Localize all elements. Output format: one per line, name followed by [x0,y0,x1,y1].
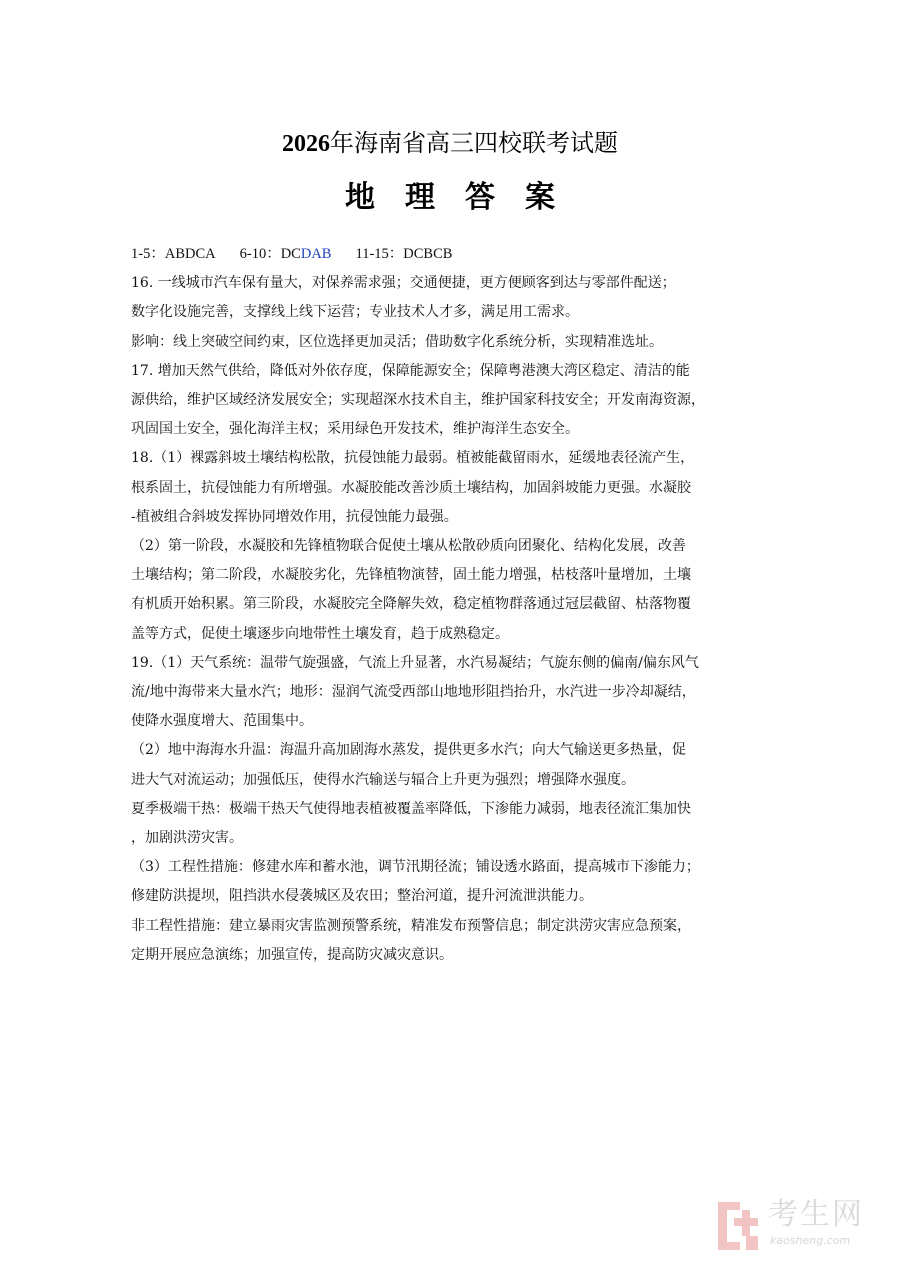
mcq-group-label: 11-15： [355,246,404,262]
answer-line: 源供给，维护区域经济发展安全；实现超深水技术自主，维护国家科技安全；开发南海资源， [131,392,705,409]
answer-line: 18.（1）裸露斜坡土壤结构松散，抗侵蚀能力最弱。植被能截留雨水，延缓地表径流产生， [131,450,695,467]
answer-line: 数字化设施完善，支撑线上线下运营；专业技术人才多，满足用工需求。 [131,304,579,321]
title-text: 年海南省高三四校联考试题 [330,129,618,157]
watermark [716,1196,886,1256]
answer-line: （2）第一阶段，水凝胶和先锋植物联合促使土壤从松散砂质向团聚化、结构化发展，改善 [131,538,686,555]
mcq-group-answers: DCBCB [403,246,453,262]
answer-line: 使降水强度增大、范围集中。 [131,713,313,730]
title-year: 2026 [282,131,330,157]
answer-line: 修建防洪提坝，阻挡洪水侵袭城区及农田；整治河道，提升河流泄洪能力。 [131,888,593,905]
answer-line: （2）地中海海水升温：海温升高加剧海水蒸发，提供更多水汽；向大气输送更多热量，促 [131,742,686,759]
answer-line: 流/地中海带来大量水汽；地形：湿润气流受西部山地地形阻挡抬升，水汽进一步冷却凝结， [131,684,696,701]
answer-line: 巩固国土安全，强化海洋主权；采用绿色开发技术，维护海洋生态安全。 [131,421,579,438]
answer-line: 影响：线上突破空间约束，区位选择更加灵活；借助数字化系统分析，实现精准选址。 [131,333,663,350]
answer-line: （3）工程性措施：修建水库和蓄水池，调节汛期径流；铺设透水路面，提高城市下渗能力； [131,859,700,876]
answer-line: 进大气对流运动；加强低压，使得水汽输送与辐合上升更为强烈；增强降水强度。 [131,771,635,788]
answer-line: ，加剧洪涝灾害。 [131,830,243,847]
answer-line: 17. 增加天然气供给，降低对外依存度，保障能源安全；保障粤港澳大湾区稳定、清洁的能 [131,362,690,379]
mcq-group-label: 1-5： [131,246,165,262]
kaosheng-logo-icon [716,1198,762,1254]
mcq-group-answers-highlight: DAB [300,246,332,262]
answer-line: 有机质开始积累。第三阶段，水凝胶完全降解失效，稳定植物群落通过冠层截留、枯落物覆 [131,596,691,613]
answer-line: 土壤结构；第二阶段，水凝胶劣化，先锋植物演替，固土能力增强，枯枝落叶量增加，土壤 [131,567,691,584]
answer-line: 夏季极端干热：极端干热天气使得地表植被覆盖率降低，下渗能力减弱，地表径流汇集加快 [131,800,691,817]
answer-line: 根系固土，抗侵蚀能力有所增强。水凝胶能改善沙质土壤结构，加固斜坡能力更强。水凝胶 [131,479,691,496]
mcq-group-label: 6-10： [239,246,281,262]
answer-line: -植被组合斜坡发挥协同增效作用，抗侵蚀能力最强。 [131,508,458,525]
mcq-answers [131,240,771,269]
watermark-url: kaosheng.com [770,1234,851,1247]
answer-line: 16. 一线城市汽车保有量大，对保养需求强；交通便捷，更方便顾客到达与零部件配送； [131,275,676,292]
answer-line: 19.（1）天气系统：温带气旋强盛，气流上升显著，水汽易凝结；气旋东侧的偏南/偏东风气 [131,654,699,671]
answer-line: 非工程性措施：建立暴雨灾害监测预警系统，精准发布预警信息；制定洪涝灾害应急预案， [131,917,691,934]
answer-line: 定期开展应急演练；加强宣传，提高防灾减灾意识。 [131,946,453,963]
answer-line: 盖等方式，促使土壤逐步向地带性土壤发育，趋于成熟稳定。 [131,625,509,642]
watermark-text: 考生网 [768,1197,864,1232]
answer-content [131,240,771,970]
page-subtitle: 地理答案 [345,180,585,215]
page-title [0,126,900,161]
mcq-group-answers: ABDCA [164,246,216,262]
mcq-group-answers: DC [280,246,301,262]
